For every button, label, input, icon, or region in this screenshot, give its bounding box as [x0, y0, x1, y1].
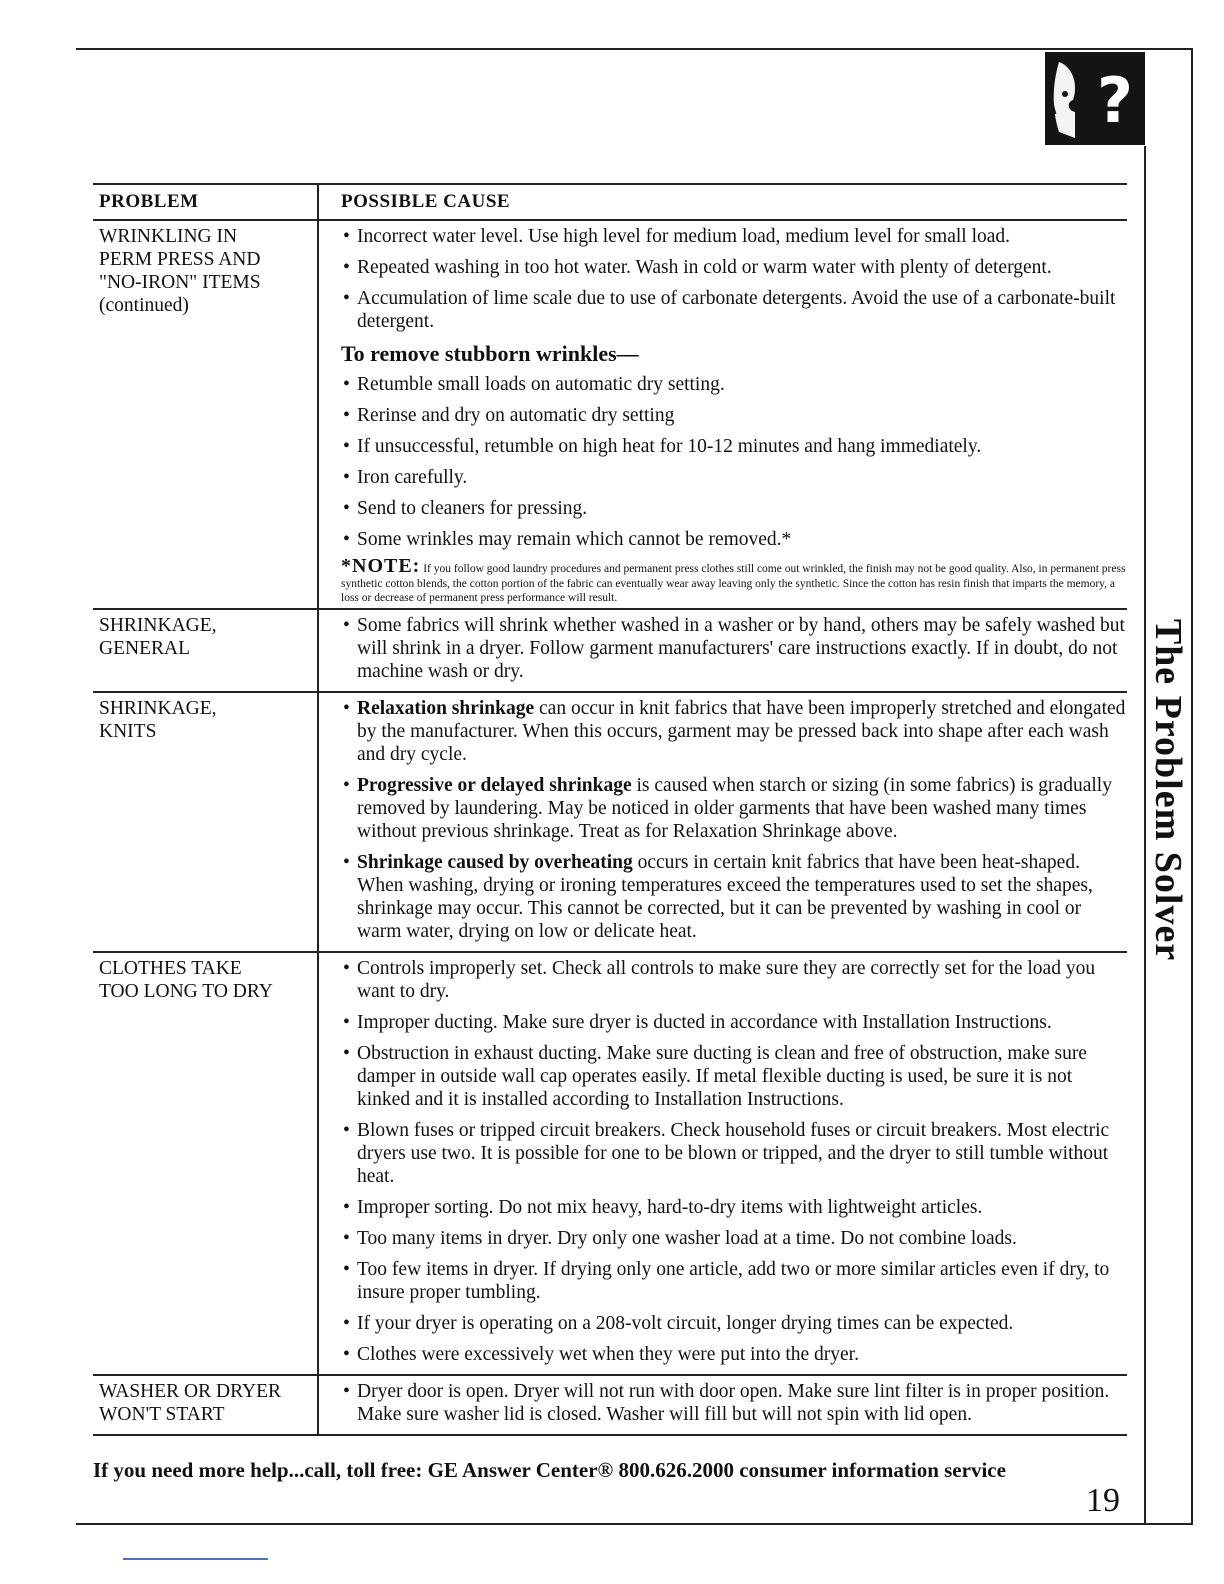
table-row	[93, 692, 1127, 952]
subheading: To remove stubborn wrinkles—	[341, 341, 639, 366]
problem-label-line: GENERAL	[99, 637, 190, 659]
table-row	[93, 220, 1127, 609]
cause-list	[341, 957, 1127, 1366]
cause-list	[341, 614, 1127, 683]
link-underline	[123, 1558, 268, 1560]
cause-lead: Relaxation shrinkage	[357, 697, 535, 719]
cause-list	[341, 225, 1127, 333]
problem-label-line: KNITS	[99, 720, 157, 742]
problem-label-line: PERM PRESS AND	[99, 249, 261, 270]
cause-item: • If your dryer is operating on a 208-volt circuit, longer drying times can be expected.	[341, 1312, 1127, 1335]
cause-text: is caused when starch or sizing (in some fabrics) is gradually removed by laundering. May be noticed in older garments that have been washed many times without previous shrinkage. Treat as for Relaxation Shrinkage above.	[357, 774, 1112, 842]
cause-item: • If unsuccessful, retumble on high heat for 10-12 minutes and hang immediately.	[341, 435, 1127, 458]
problem-cell	[93, 692, 318, 952]
svg-text:?: ?	[1097, 64, 1133, 137]
question-figure-icon	[1045, 52, 1145, 145]
cause-item: • Controls improperly set. Check all controls to make sure they are correctly set for the load you want to dry.	[341, 957, 1127, 1003]
note-text: If you follow good laundry procedures and permanent press clothes still come out wrinkled, the finish may not be good quality. Also, in permanent press synthetic cotton blends, the cotton portion of the fabric can eventually wear away leaving only the synthetic. Since the cotton has resin finish that imparts the memory, a loss or decrease of permanent press performance will result.	[341, 563, 1126, 604]
problem-solver-table	[93, 183, 1127, 1436]
problem-cell	[93, 220, 318, 609]
top-rule	[76, 48, 1193, 50]
cause-list	[341, 697, 1127, 943]
help-footer: If you need more help...call, toll free: GE Answer Center® 800.626.2000 consumer information service	[93, 1458, 1006, 1482]
cause-item: • Repeated washing in too hot water. Wash in cold or warm water with plenty of detergent.	[341, 256, 1127, 279]
cause-lead: Shrinkage caused by overheating	[357, 851, 633, 873]
cause-list	[341, 1380, 1127, 1426]
problem-label-line: (continued)	[99, 295, 189, 316]
cause-item: • Clothes were excessively wet when they were put into the dryer.	[341, 1343, 1127, 1366]
cause-item: • Some wrinkles may remain which cannot be removed.*	[341, 528, 1127, 551]
cause-item: • Dryer door is open. Dryer will not run with door open. Make sure lint filter is in proper position. Make sure washer lid is closed. Washer will fill but will not spin with lid open.	[341, 1380, 1127, 1426]
cause-item: • Retumble small loads on automatic dry setting.	[341, 373, 1127, 396]
cause-item: • Iron carefully.	[341, 466, 1127, 489]
problem-label-line: SHRINKAGE,	[99, 614, 217, 636]
cause-item: • Incorrect water level. Use high level for medium load, medium level for small load.	[341, 225, 1127, 248]
cause-cell	[318, 1375, 1127, 1435]
cause-item	[341, 851, 1127, 943]
problem-label-line: CLOTHES TAKE	[99, 957, 242, 979]
cause-cell	[318, 609, 1127, 692]
problem-cell	[93, 609, 318, 692]
table-row	[93, 609, 1127, 692]
cause-item	[341, 697, 1127, 766]
cause-cell	[318, 220, 1127, 609]
cause-text: occurs in certain knit fabrics that have been heat-shaped. When washing, drying or ironing temperatures exceed the temperatures used to set the shapes, shrinkage may occur. This cannot be corrected, but it can be prevented by washing in cool or warm water, drying on low or delicate heat.	[357, 851, 1093, 942]
problem-cell	[93, 1375, 318, 1435]
cause-lead: Progressive or delayed shrinkage	[357, 774, 632, 796]
cause-item: • Send to cleaners for pressing.	[341, 497, 1127, 520]
cause-item: • Too few items in dryer. If drying only one article, add two or more similar articles even if dry, to insure proper tumbling.	[341, 1258, 1127, 1304]
problem-column-header: PROBLEM	[93, 184, 318, 220]
note	[341, 555, 1127, 606]
table-row	[93, 1375, 1127, 1435]
cause-column-header: POSSIBLE CAUSE	[341, 191, 511, 212]
problem-label-line: WRINKLING IN	[99, 226, 238, 247]
cause-item: • Improper sorting. Do not mix heavy, hard-to-dry items with lightweight articles.	[341, 1196, 1127, 1219]
cause-item: • Some fabrics will shrink whether washed in a washer or by hand, others may be safely washed but will shrink in a dryer. Follow garment manufacturers' care instructions exactly. If in doubt, do not machine wash or dry.	[341, 614, 1127, 683]
problem-label-line: TOO LONG TO DRY	[99, 980, 273, 1002]
cause-item: • Improper ducting. Make sure dryer is ducted in accordance with Installation Instructions.	[341, 1011, 1127, 1034]
cause-item: • Accumulation of lime scale due to use of carbonate detergents. Avoid the use of a carbonate-built detergent.	[341, 287, 1127, 333]
cause-item: • Blown fuses or tripped circuit breakers. Check household fuses or circuit breakers. Most electric dryers use two. It is possible for one to be blown or tripped, and the dryer to still tumble without heat.	[341, 1119, 1127, 1188]
problem-cell	[93, 952, 318, 1375]
cause-item: • Rerinse and dry on automatic dry setting	[341, 404, 1127, 427]
table-row	[93, 952, 1127, 1375]
question-figure-graphic	[1045, 52, 1145, 145]
bottom-rule	[76, 1523, 1193, 1525]
problem-label-line: "NO-IRON" ITEMS	[99, 272, 261, 293]
cause-item	[341, 774, 1127, 843]
side-tab-title: The Problem Solver	[1147, 618, 1189, 962]
cause-item: • Too many items in dryer. Dry only one washer load at a time. Do not combine loads.	[341, 1227, 1127, 1250]
page-number: 19	[1086, 1482, 1120, 1519]
cause-cell	[318, 692, 1127, 952]
problem-label-line: WASHER OR DRYER	[99, 1380, 282, 1402]
note-label: *NOTE:	[341, 555, 421, 577]
problem-label-line: WON'T START	[99, 1403, 225, 1425]
cause-cell	[318, 952, 1127, 1375]
sub-cause-list	[341, 373, 1127, 551]
problem-label-line: SHRINKAGE,	[99, 697, 217, 719]
cause-text: can occur in knit fabrics that have been improperly stretched and elongated by the manufacturer. When this occurs, garment may be pressed back into shape after each wash and dry cycle.	[357, 697, 1126, 765]
cause-item: • Obstruction in exhaust ducting. Make sure ducting is clean and free of obstruction, make sure damper in outside wall cap operates easily. If metal flexible ducting is used, be sure it is not kinked and it is installed according to Installation Instructions.	[341, 1042, 1127, 1111]
table-header-row	[93, 184, 1127, 220]
right-rule	[1191, 48, 1193, 1525]
